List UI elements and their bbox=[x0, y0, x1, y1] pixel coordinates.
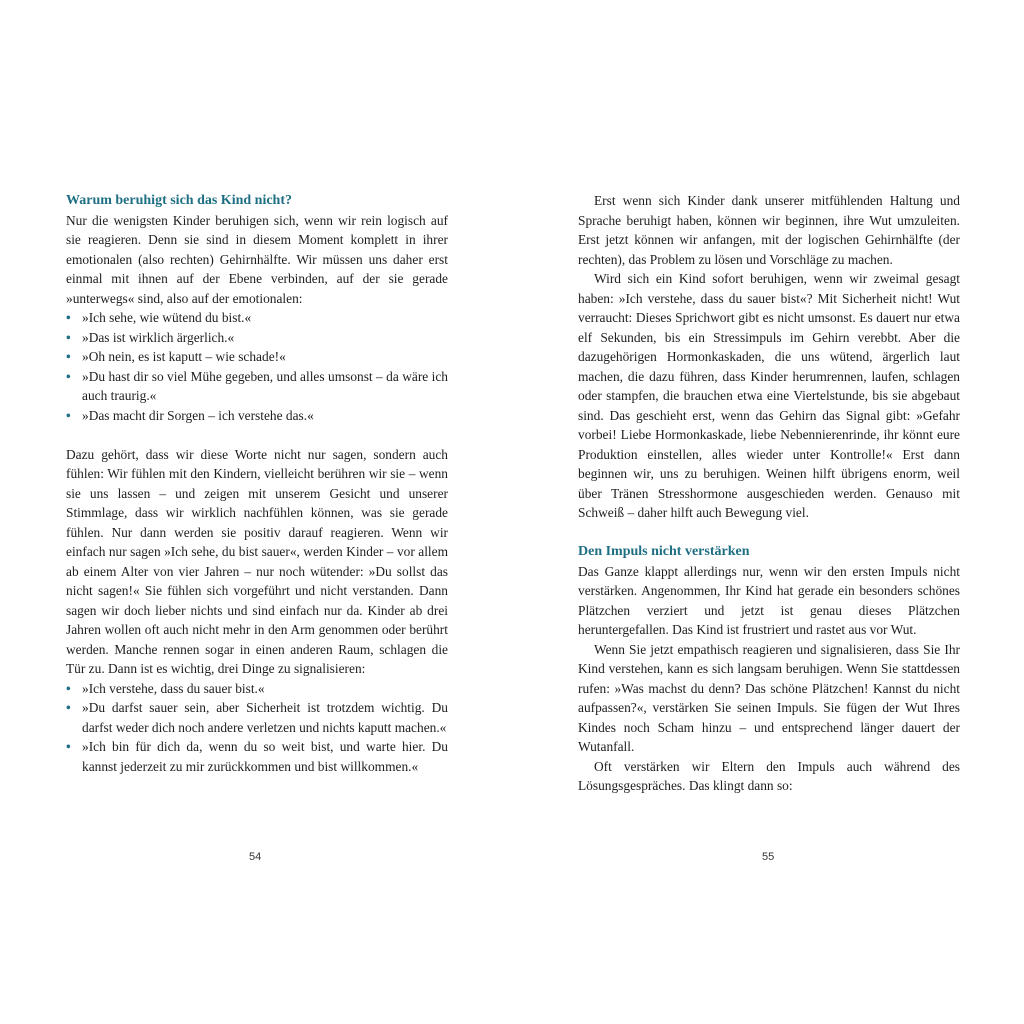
list-item: • »Du hast dir so viel Mühe gegeben, und alles umsonst – da wäre ich auch traurig.« bbox=[66, 368, 448, 403]
paragraph-spacer bbox=[578, 523, 960, 543]
right-text-column bbox=[578, 191, 960, 796]
bullet-list bbox=[66, 679, 448, 777]
right-page bbox=[512, 0, 1024, 1024]
paragraph: Wird sich ein Kind sofort beruhigen, wenn wir zweimal gesagt haben: »Ich verstehe, dass du sauer bist«? Mit Sicherheit nicht! Wut verraucht: Dieses Sprichwort gibt es nicht umsonst. Es dauert nur etwa elf Sekunden, bis ein Stressimpuls im Gehirn verebbt. Aber die dazugehörigen Hormonkaskaden, die uns wütend, ärgerlich laut machen, die dazu führen, dass Kinder herumrennen, laufen, schlagen oder stampfen, die brauchen etwa eine Viertelstunde, bis sie abgebaut sind. Das geschieht erst, wenn das Gehirn das Signal gibt: »Gefahr vorbei! Liebe Hormonkaskade, liebe Nebennierenrinde, ihr könnt eure Produktion einstellen, alles wieder unter Kontrolle!« Erst dann beginnen wir, uns zu beruhigen. Weinen hilft übrigens enorm, weil über Tränen Stresshormone ausgeschieden werden. Genauso mit Schweiß – daher hilft auch Bewegung viel. bbox=[578, 271, 960, 520]
bullet-icon: • bbox=[66, 680, 71, 696]
list-item: • »Ich verstehe, dass du sauer bist.« bbox=[66, 679, 448, 699]
paragraph-spacer bbox=[66, 425, 448, 445]
bullet-icon: • bbox=[66, 700, 71, 715]
section-heading: Warum beruhigt sich das Kind nicht? bbox=[66, 193, 292, 208]
bullet-icon: • bbox=[66, 368, 71, 384]
list-item: • »Ich sehe, wie wütend du bist.« bbox=[66, 308, 448, 328]
list-item: • »Das ist wirklich ärgerlich.« bbox=[66, 328, 448, 348]
bullet-icon: • bbox=[66, 349, 71, 364]
paragraph: Nur die wenigsten Kinder beruhigen sich, wenn wir rein logisch auf sie reagieren. Denn sie sind in diesem Moment komplett in ihrer emotionalen (also rechten) Gehirnhälfte. Wir müssen uns daher erst einmal mit ihnen auf der Ebene verbinden, auf der sie gerade »unterwegs« sind, also auf der emotionalen: bbox=[66, 212, 448, 306]
page-number: 55 bbox=[762, 851, 775, 863]
bullet-icon: • bbox=[66, 407, 71, 423]
paragraph: Wenn Sie jetzt empathisch reagieren und signalisieren, dass Sie Ihr Kind verstehen, kann es sich langsam beruhigen. Wenn Sie stattdessen rufen: »Was machst du denn? Das schöne Plätzchen! Kannst du nicht aufpassen?«, verstärken Sie seinen Impuls. Sie fügen der Wut Ihres Kindes noch Scham hinzu – und entsprechend länger dauert der Wutanfall. bbox=[578, 641, 960, 754]
section-heading: Den Impuls nicht verstärken bbox=[578, 544, 750, 559]
bullet-icon: • bbox=[66, 310, 71, 325]
left-text-column bbox=[66, 191, 448, 776]
bullet-icon: • bbox=[66, 329, 71, 345]
page-number: 54 bbox=[249, 851, 262, 863]
paragraph: Dazu gehört, dass wir diese Worte nicht nur sagen, sondern auch fühlen: Wir fühlen mit den Kindern, vielleicht berühren wir sie – wenn sie uns lassen – und zeigen mit unserem Gesicht und unserer Stimmlage, dass wir wirklich nachfühlen können, was sie gerade fühlen. Nur dann werden sie positiv darauf reagieren. Wenn wir einfach nur sagen »Ich sehe, du bist sauer«, werden Kinder – vor allem ab einem Alter von vier Jahren – nur noch wütender: »Du sollst das nicht sagen!« Sie fühlen sich vorgeführt und nicht verstanden. Dann sagen wir doch lieber nichts und sind einfach nur da. Kinder ab drei Jahren wollen oft auch nicht mehr in den Arm genommen oder berührt werden. Manche rennen sogar in einen anderen Raum, schlagen die Tür zu. Dann ist es wichtig, drei Dinge zu signalisieren: bbox=[66, 446, 448, 676]
list-item: • »Ich bin für dich da, wenn du so weit bist, und warte hier. Du kannst jederzeit zu mir zurückkommen und bist willkommen.« bbox=[66, 739, 448, 774]
list-item: • »Oh nein, es ist kaputt – wie schade!« bbox=[66, 347, 448, 367]
bullet-list bbox=[66, 308, 448, 425]
list-item: • »Du darfst sauer sein, aber Sicherheit ist trotzdem wichtig. Du darfst weder dich noch andere verletzen und nichts kaputt machen.« bbox=[66, 700, 448, 735]
paragraph: Erst wenn sich Kinder dank unserer mitfühlenden Haltung und Sprache beruhigt haben, können wir beginnen, ihre Wut umzuleiten. Erst jetzt können wir anfangen, mit der logischen Gehirnhälfte (der rechten), das Problem zu lösen und Vorschläge zu machen. bbox=[578, 193, 960, 267]
paragraph: Das Ganze klappt allerdings nur, wenn wir den ersten Impuls nicht verstärken. Angenommen, Ihr Kind hat gerade ein besonders schönes Plätzchen verziert und jetzt ist genau dieses Plätzchen heruntergefallen. Das Kind ist frustriert und rastet aus vor Wut. bbox=[578, 563, 960, 637]
paragraph: Oft verstärken wir Eltern den Impuls auch während des Lösungsgespräches. Das klingt dann so: bbox=[578, 758, 960, 793]
bullet-icon: • bbox=[66, 739, 71, 754]
list-item: • »Das macht dir Sorgen – ich verstehe das.« bbox=[66, 406, 448, 426]
